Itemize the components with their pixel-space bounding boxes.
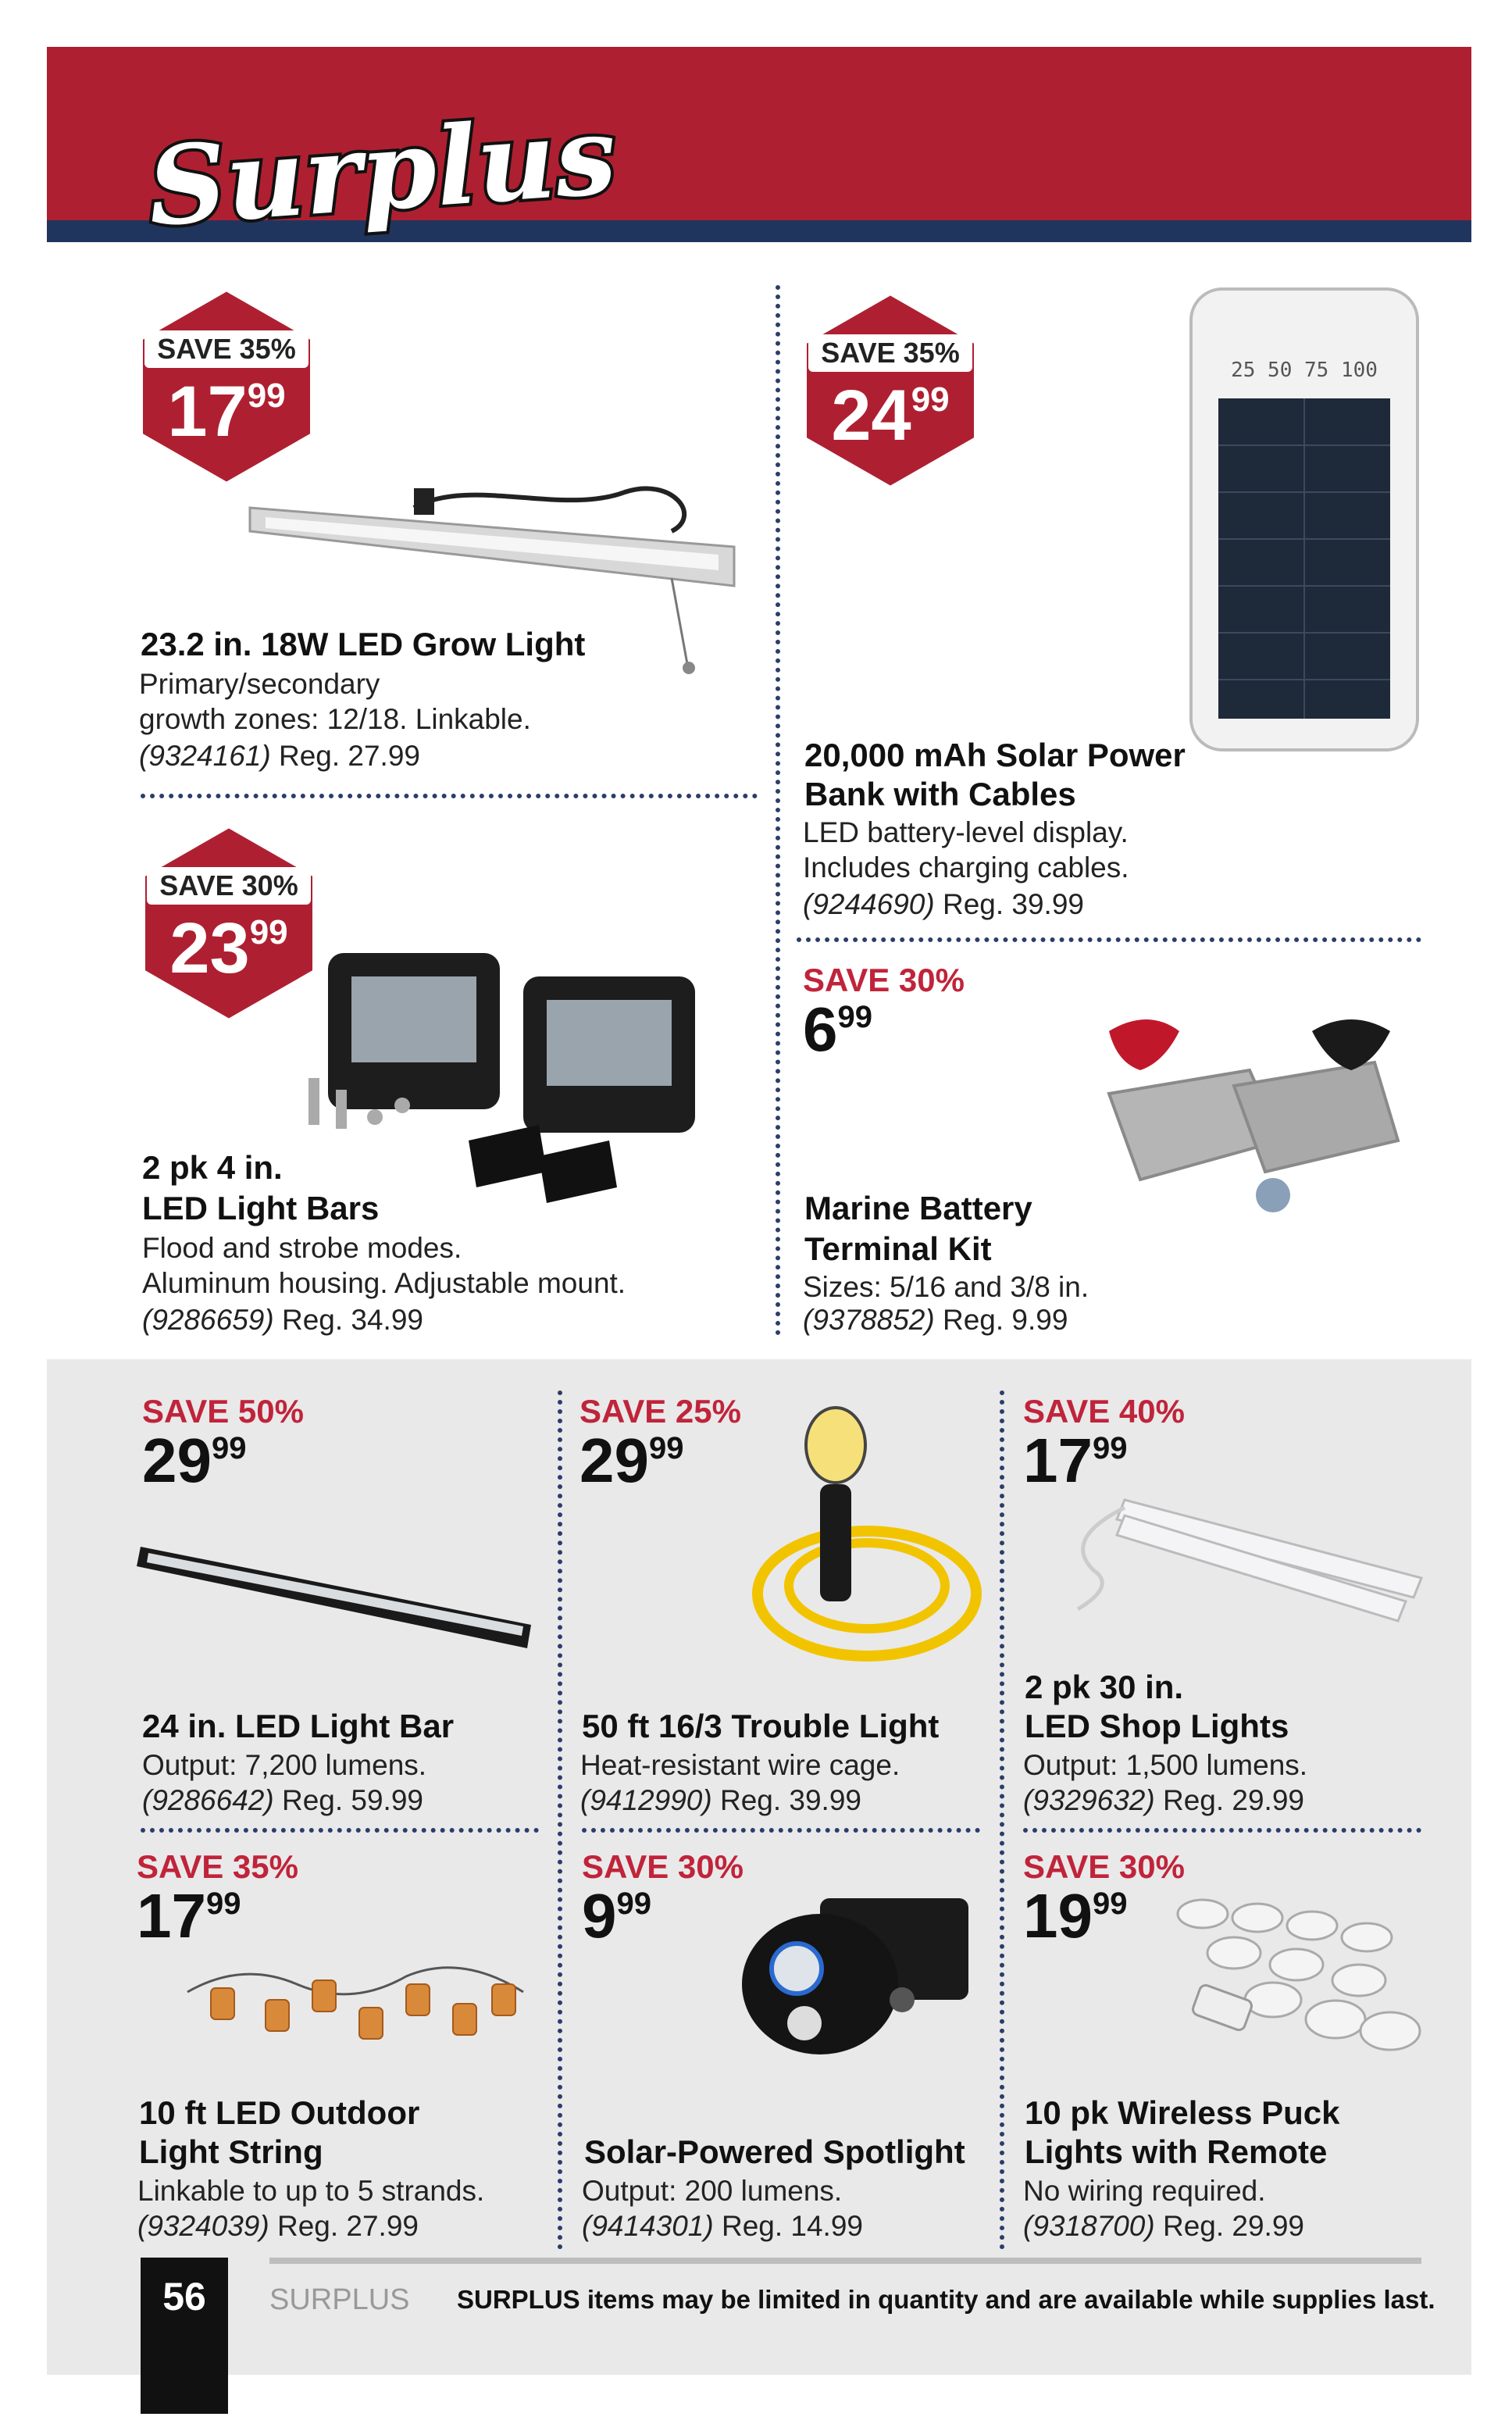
divider-grey-2	[1000, 1390, 1004, 2250]
product-reg: (9324161) Reg. 27.99	[139, 740, 420, 772]
sale-price: $17^{99}$	[1023, 1426, 1128, 1495]
product-title: 23.2 in. 18W LED Grow Light	[141, 626, 586, 662]
product-title: Solar-Powered Spotlight	[584, 2133, 965, 2170]
svg-text:25 50 75 100: 25 50 75 100	[1231, 359, 1378, 382]
product-reg: (9329632) Reg. 29.99	[1023, 1784, 1304, 1816]
product-desc: Primary/secondary	[139, 668, 380, 700]
product-title: Terminal Kit	[804, 1230, 992, 1267]
page-number: 56	[162, 2275, 206, 2319]
product-title: 2 pk 4 in.	[142, 1149, 283, 1186]
product-desc: Heat-resistant wire cage.	[580, 1749, 900, 1781]
product-title: 10 ft LED Outdoor	[139, 2094, 420, 2131]
product-title: 24 in. LED Light Bar	[142, 1708, 455, 1744]
product-reg: (9286642) Reg. 59.99	[142, 1784, 423, 1816]
product-desc: Sizes: 5/16 and 3/8 in.	[803, 1271, 1089, 1303]
product-title: 20,000 mAh Solar Power	[804, 737, 1186, 773]
surplus-logo	[133, 91, 620, 266]
led-bar-image	[133, 1531, 539, 1664]
product-desc: LED battery-level display.	[803, 816, 1129, 848]
divider-grey-1	[558, 1390, 562, 2250]
battery-terminal-image	[1078, 1000, 1414, 1219]
product-desc: No wiring required.	[1023, 2175, 1266, 2207]
light-string-image	[180, 1945, 539, 2070]
divider-left	[141, 794, 758, 798]
divider-right	[797, 937, 1421, 942]
save-label: SAVE 35%	[137, 1848, 298, 1885]
sale-price: $6^{99}$	[803, 994, 872, 1064]
product-reg: (9324039) Reg. 27.99	[137, 2210, 419, 2242]
product-desc: growth zones: 12/18. Linkable.	[139, 703, 531, 735]
product-title: LED Shop Lights	[1025, 1708, 1289, 1744]
footer-disclaimer: SURPLUS items may be limited in quantity and are available while supplies last.	[457, 2285, 1435, 2314]
product-desc: Output: 200 lumens.	[582, 2175, 843, 2207]
product-reg: (9378852) Reg. 9.99	[803, 1304, 1068, 1336]
divider-grey-row-2	[582, 1828, 980, 1833]
product-title: 50 ft 16/3 Trouble Light	[582, 1708, 940, 1744]
sale-price: $17^{99}$	[137, 1881, 241, 1951]
sale-price: $17^{99}$	[167, 372, 286, 452]
product-desc: Output: 1,500 lumens.	[1023, 1749, 1308, 1781]
product-reg: (9244690) Reg. 39.99	[803, 888, 1084, 920]
divider-grey-row-3	[1023, 1828, 1421, 1833]
sale-price: $19^{99}$	[1023, 1881, 1128, 1951]
save-label: SAVE 30%	[1023, 1848, 1185, 1885]
divider-grey-row-1	[141, 1828, 539, 1833]
footer-rule	[269, 2258, 1421, 2264]
sale-price: $24^{99}$	[831, 376, 950, 455]
product-desc: Aluminum housing. Adjustable mount.	[142, 1267, 626, 1299]
product-reg: (9412990) Reg. 39.99	[580, 1784, 861, 1816]
sale-price: $29^{99}$	[142, 1426, 247, 1495]
product-reg: (9414301) Reg. 14.99	[582, 2210, 863, 2242]
puck-lights-image	[1164, 1890, 1421, 2062]
sale-price: $29^{99}$	[579, 1426, 684, 1495]
spotlight-image	[734, 1883, 984, 2062]
light-bars-image	[289, 937, 742, 1219]
save-label: SAVE 35%	[144, 330, 308, 368]
product-title: LED Light Bars	[142, 1190, 380, 1226]
product-title: 10 pk Wireless Puck	[1025, 2094, 1340, 2131]
sale-price: $9^{99}$	[582, 1881, 651, 1951]
product-desc: Linkable to up to 5 strands.	[137, 2175, 485, 2207]
save-label: SAVE 30%	[803, 962, 965, 998]
save-label: SAVE 30%	[147, 867, 311, 905]
save-label: SAVE 40%	[1023, 1393, 1185, 1430]
product-reg: (9318700) Reg. 29.99	[1023, 2210, 1304, 2242]
product-title: 2 pk 30 in.	[1025, 1669, 1184, 1705]
save-label: SAVE 35%	[808, 334, 972, 372]
trouble-light-image	[750, 1406, 984, 1672]
product-title: Marine Battery	[804, 1190, 1032, 1226]
footer-section-label: SURPLUS	[269, 2283, 410, 2316]
svg-text:Surplus: Surplus	[144, 91, 620, 251]
power-bank-image	[1183, 281, 1425, 758]
product-title: Lights with Remote	[1025, 2133, 1328, 2170]
sale-price: $23^{99}$	[169, 909, 288, 988]
shop-lights-image	[1047, 1484, 1437, 1640]
save-label: SAVE 25%	[579, 1393, 741, 1430]
product-desc: Flood and strobe modes.	[142, 1232, 462, 1264]
price-badge-grow-light	[137, 285, 316, 488]
product-title: Light String	[139, 2133, 323, 2170]
divider-vertical-top	[776, 285, 780, 1336]
product-title: Bank with Cables	[804, 776, 1076, 812]
price-badge-power-bank	[801, 289, 980, 492]
product-reg: (9286659) Reg. 34.99	[142, 1304, 423, 1336]
save-label: SAVE 30%	[582, 1848, 744, 1885]
product-desc: Includes charging cables.	[803, 851, 1129, 884]
product-desc: Output: 7,200 lumens.	[142, 1749, 427, 1781]
save-label: SAVE 50%	[142, 1393, 304, 1430]
